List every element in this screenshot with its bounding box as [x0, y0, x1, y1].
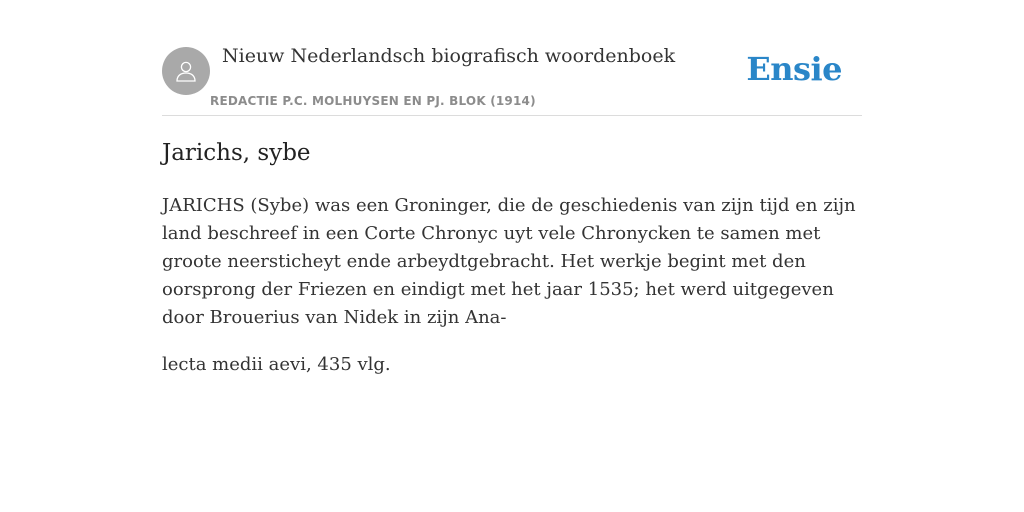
- source-byline: REDACTIE P.C. MOLHUYSEN EN PJ. BLOK (1914): [210, 94, 536, 108]
- entry-title: Jarichs, sybe: [162, 140, 311, 166]
- source-header: [162, 0, 862, 116]
- article-container: [162, 0, 862, 375]
- user-silhouette-icon: [173, 58, 199, 84]
- entry-paragraph: JARICHS (Sybe) was een Groninger, die de geschiedenis van zijn tijd en zijn land beschreef in een Corte Chronyc uyt vele Chronycken te samen met groote neersticheyt ende arbeydtgebracht. Het werkje begint met den oorsprong der Friezen en eindigt met het jaar 1535; het werd uitgegeven door Brouerius van Nidek in zijn Ana-: [162, 195, 856, 328]
- source-title[interactable]: Nieuw Nederlandsch biografisch woordenboek: [222, 45, 676, 67]
- ensie-logo-link[interactable]: Ensie: [746, 50, 842, 88]
- avatar[interactable]: [162, 47, 210, 95]
- entry-paragraph: lecta medii aevi, 435 vlg.: [162, 354, 391, 375]
